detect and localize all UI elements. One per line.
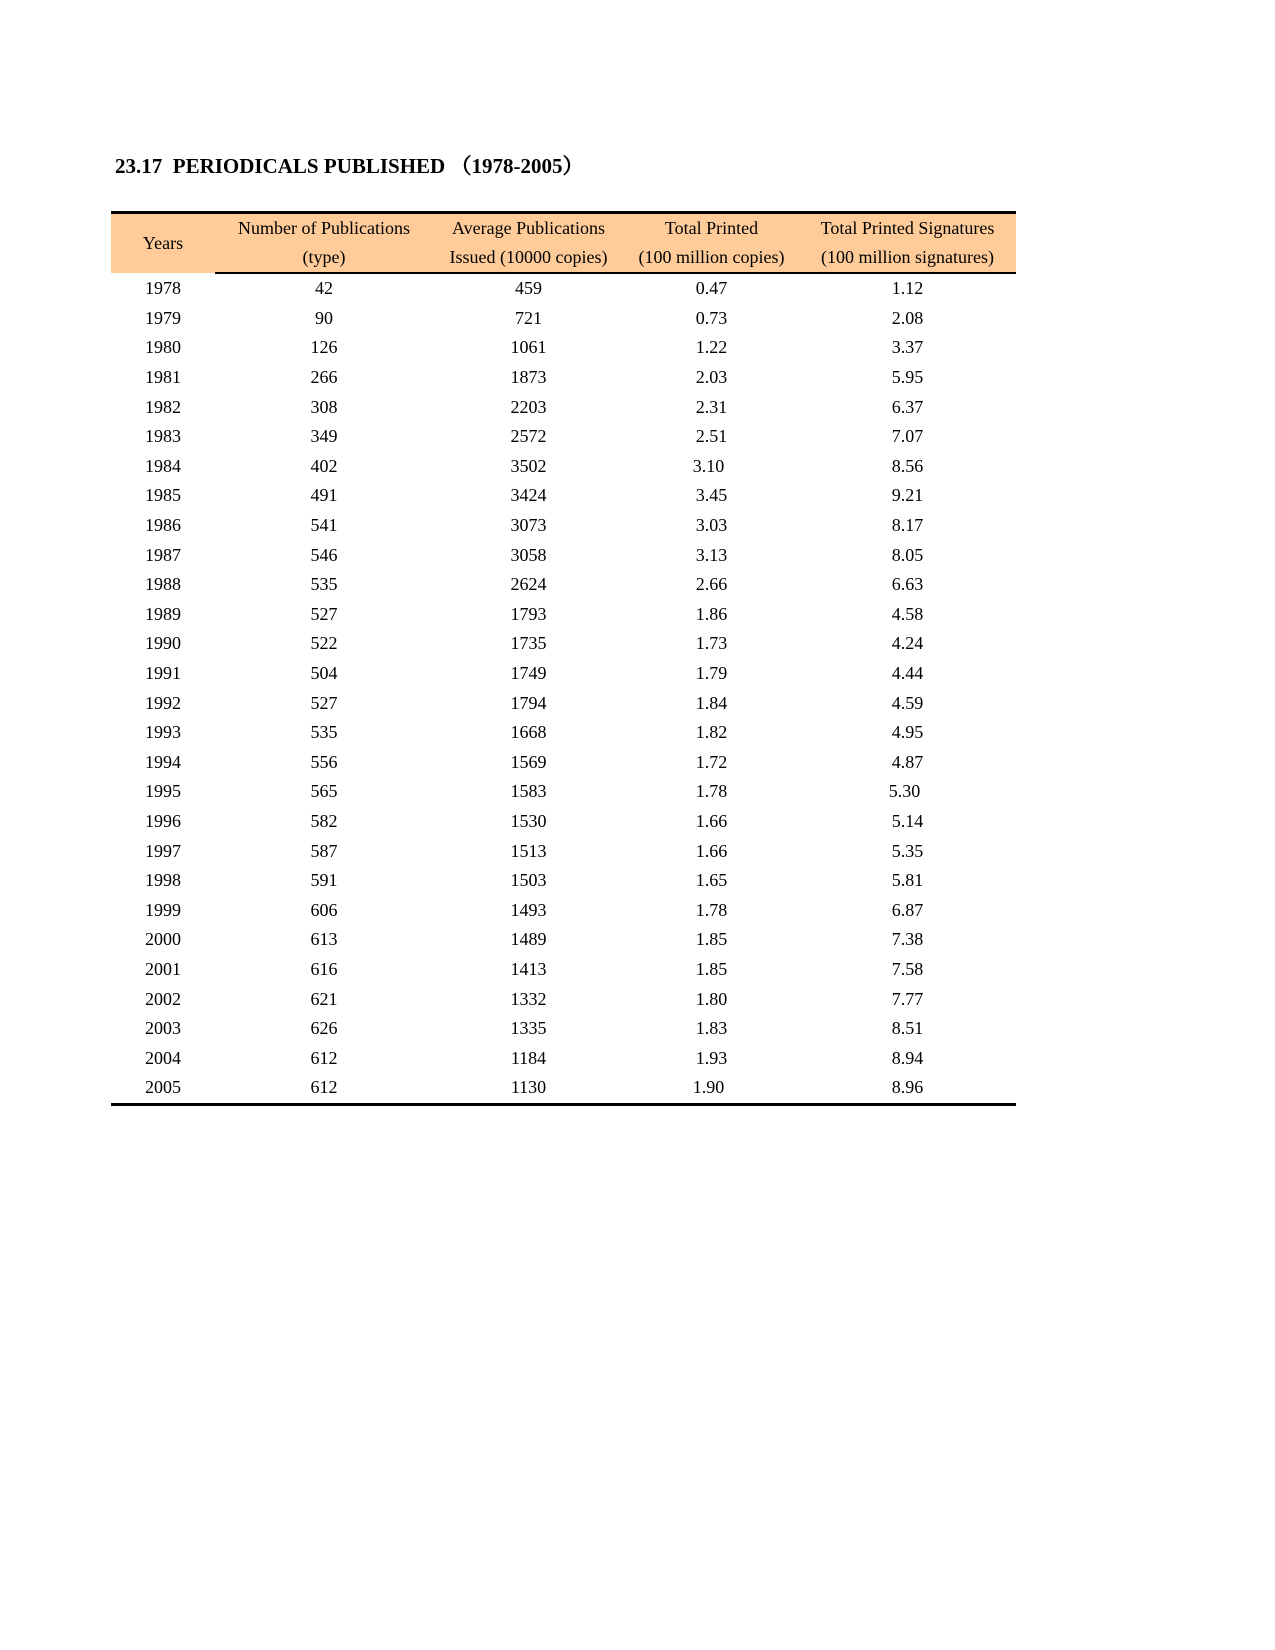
cell-total-printed: 2.66 [695,574,728,595]
cell-average-issued: 1873 [510,367,547,388]
table-row [111,540,1016,570]
table-row [111,333,1016,363]
cell-total-signatures: 5.81 [891,870,924,891]
cell-total-printed: 1.78 [695,781,728,802]
cell-total-printed: 1.22 [695,337,728,358]
cell-average-issued: 1489 [510,929,547,950]
cell-average-issued: 1184 [510,1047,547,1068]
cell-year: 1982 [145,396,181,417]
cell-average-issued: 1130 [433,1073,624,1104]
cell-total-signatures: 5.30 [888,781,921,802]
cell-total-printed: 3.03 [695,515,728,536]
cell-publications: 504 [310,663,338,684]
cell-average-issued: 3424 [510,485,547,506]
cell-total-printed: 2.03 [695,367,728,388]
cell-year: 1987 [145,544,181,565]
cell-total-signatures: 6.37 [891,396,924,417]
cell-total-printed: 1.83 [695,1018,728,1039]
cell-total-printed: 1.80 [695,988,728,1009]
table-row [111,422,1016,452]
cell-total-printed: 1.65 [695,870,728,891]
header-average-line1: Average Publications [433,213,624,244]
cell-average-issued: 3058 [510,544,547,565]
table-row [111,925,1016,955]
table-row [111,1014,1016,1044]
cell-publications: 546 [310,544,338,565]
header-publications-line2: (type) [215,243,433,273]
cell-total-printed: 1.79 [695,663,728,684]
header-average-line2: Issued (10000 copies) [433,243,624,273]
table-row [111,392,1016,422]
cell-total-signatures: 9.21 [891,485,924,506]
cell-total-printed: 1.85 [695,958,728,979]
cell-total-signatures: 4.58 [891,603,924,624]
cell-year: 2005 [111,1073,215,1104]
cell-total-printed: 1.86 [695,603,728,624]
header-row-1 [111,213,1016,244]
cell-year: 1984 [145,455,181,476]
cell-total-printed: 1.85 [695,929,728,950]
cell-year: 1981 [145,367,181,388]
cell-year: 1994 [145,751,181,772]
cell-total-signatures: 3.37 [891,337,924,358]
header-total-printed-line1: Total Printed [624,213,799,244]
cell-total-printed: 3.10 [692,455,725,476]
table-row [111,688,1016,718]
cell-total-signatures: 8.56 [891,455,924,476]
cell-publications: 491 [310,485,338,506]
table-header [111,213,1016,274]
header-publications-line1: Number of Publications [215,213,433,244]
cell-total-signatures: 2.08 [891,307,924,328]
cell-year: 1991 [145,663,181,684]
cell-publications: 613 [310,929,338,950]
cell-total-printed: 1.73 [695,633,728,654]
cell-average-issued: 1794 [510,692,547,713]
cell-publications: 527 [310,692,338,713]
cell-average-issued: 3073 [510,515,547,536]
cell-average-issued: 1493 [510,899,547,920]
cell-publications: 565 [310,781,338,802]
table-row [111,629,1016,659]
header-row-2 [111,243,1016,273]
cell-year: 1988 [145,574,181,595]
cell-total-signatures: 8.17 [891,515,924,536]
table-row [111,807,1016,837]
table-row [111,363,1016,393]
cell-publications: 42 [315,278,333,299]
cell-average-issued: 721 [515,307,542,328]
cell-total-signatures: 8.05 [891,544,924,565]
cell-publications: 591 [310,870,338,891]
cell-publications: 587 [310,840,338,861]
cell-year: 1993 [145,722,181,743]
cell-total-signatures: 7.58 [891,958,924,979]
table-row [111,718,1016,748]
periodicals-table [111,211,1016,1106]
cell-total-signatures: 4.24 [891,633,924,654]
cell-publications: 527 [310,603,338,624]
cell-year: 2000 [145,929,181,950]
header-signatures-line1: Total Printed Signatures [799,213,1016,244]
cell-publications: 612 [215,1073,433,1104]
cell-total-signatures: 6.87 [891,899,924,920]
table-row [111,836,1016,866]
cell-publications: 556 [310,751,338,772]
table-body [111,273,1016,1104]
cell-total-printed: 1.93 [695,1047,728,1068]
table-row [111,452,1016,482]
cell-average-issued: 1749 [510,663,547,684]
table-row [111,748,1016,778]
table-row [111,984,1016,1014]
cell-average-issued: 3502 [510,455,547,476]
table-row [111,481,1016,511]
cell-year: 1990 [145,633,181,654]
cell-total-printed: 0.47 [695,278,728,299]
cell-publications: 522 [310,633,338,654]
cell-total-signatures: 6.63 [891,574,924,595]
cell-publications: 616 [310,958,338,979]
cell-year: 2004 [145,1047,181,1068]
cell-average-issued: 1583 [510,781,547,802]
cell-total-printed: 1.84 [695,692,728,713]
table-row [111,866,1016,896]
cell-total-printed: 3.45 [695,485,728,506]
cell-total-signatures: 5.95 [891,367,924,388]
cell-publications: 606 [310,899,338,920]
table-row [111,1043,1016,1073]
cell-total-printed: 1.66 [695,840,728,861]
cell-total-signatures: 4.95 [891,722,924,743]
periodicals-table-container [111,211,1016,1106]
cell-total-signatures: 4.87 [891,751,924,772]
cell-publications: 621 [310,988,338,1009]
cell-total-signatures: 4.44 [891,663,924,684]
cell-publications: 612 [310,1047,338,1068]
cell-total-signatures: 1.12 [891,278,924,299]
table-row [111,895,1016,925]
cell-average-issued: 2572 [510,426,547,447]
cell-total-signatures: 7.07 [891,426,924,447]
cell-year: 2001 [145,958,181,979]
cell-average-issued: 1513 [510,840,547,861]
cell-average-issued: 1413 [510,958,547,979]
cell-year: 2003 [145,1018,181,1039]
cell-total-signatures: 7.77 [891,988,924,1009]
cell-total-signatures: 5.14 [891,810,924,831]
cell-total-printed: 0.73 [695,307,728,328]
cell-publications: 90 [315,307,333,328]
table-row [111,304,1016,334]
cell-average-issued: 1530 [510,810,547,831]
cell-publications: 541 [310,515,338,536]
table-row [111,570,1016,600]
cell-year: 1979 [145,307,181,328]
cell-average-issued: 1668 [510,722,547,743]
header-total-printed-line2: (100 million copies) [624,243,799,273]
cell-average-issued: 2203 [510,396,547,417]
cell-publications: 582 [310,810,338,831]
cell-total-printed: 1.78 [695,899,728,920]
cell-average-issued: 1061 [510,337,547,358]
table-row [111,955,1016,985]
page-title: 23.17 PERIODICALS PUBLISHED （1978-2005） [115,154,584,178]
cell-average-issued: 2624 [510,574,547,595]
header-signatures-line2: (100 million signatures) [799,243,1016,273]
cell-year: 1986 [145,515,181,536]
cell-total-printed: 2.31 [695,396,728,417]
cell-year: 1995 [145,781,181,802]
cell-year: 1985 [145,485,181,506]
cell-publications: 535 [310,574,338,595]
cell-average-issued: 459 [515,278,542,299]
cell-total-signatures: 7.38 [891,929,924,950]
cell-average-issued: 1735 [510,633,547,654]
cell-publications: 349 [310,426,338,447]
cell-publications: 126 [310,337,338,358]
cell-total-printed: 1.82 [695,722,728,743]
cell-year: 1998 [145,870,181,891]
cell-year: 1978 [145,277,181,298]
cell-average-issued: 1569 [510,751,547,772]
cell-year: 1997 [145,840,181,861]
cell-average-issued: 1503 [510,870,547,891]
cell-publications: 535 [310,722,338,743]
table-row [111,600,1016,630]
table-row [111,511,1016,541]
cell-total-printed: 1.90 [624,1073,799,1104]
cell-average-issued: 1332 [510,988,547,1009]
cell-total-signatures: 8.94 [891,1047,924,1068]
cell-year: 1992 [145,692,181,713]
cell-total-printed: 3.13 [695,544,728,565]
cell-total-signatures: 8.96 [799,1073,1016,1104]
cell-average-issued: 1335 [510,1018,547,1039]
cell-year: 2002 [145,988,181,1009]
table-row [111,777,1016,807]
cell-year: 1989 [145,603,181,624]
cell-year: 1980 [145,337,181,358]
cell-total-signatures: 4.59 [891,692,924,713]
table-row [111,1073,1016,1104]
cell-year: 1999 [145,899,181,920]
cell-average-issued: 1793 [510,603,547,624]
table-row [111,659,1016,689]
cell-publications: 626 [310,1018,338,1039]
cell-total-printed: 2.51 [695,426,728,447]
header-years: Years [111,213,215,274]
cell-year: 1996 [145,810,181,831]
cell-total-signatures: 8.51 [891,1018,924,1039]
cell-publications: 402 [310,455,338,476]
cell-publications: 266 [310,367,338,388]
cell-total-printed: 1.72 [695,751,728,772]
cell-publications: 308 [310,396,338,417]
cell-total-printed: 1.66 [695,810,728,831]
cell-total-signatures: 5.35 [891,840,924,861]
cell-year: 1983 [145,426,181,447]
table-row [111,273,1016,304]
